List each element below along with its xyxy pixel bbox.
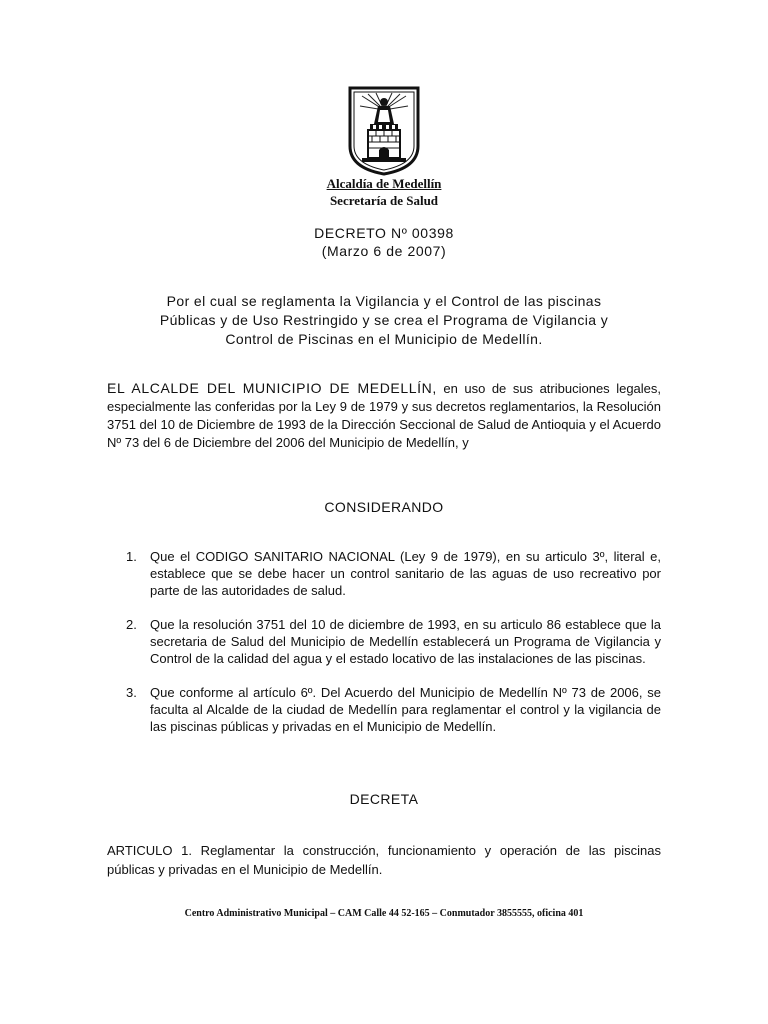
- agency-name: Alcaldía de Medellín: [326, 176, 442, 191]
- list-item-text: Que la resolución 3751 del 10 de diciembre de 1993, en su articulo 86 establece que la secretaria de Salud del Municipio de Medellín establecerá un Programa de Vigilancia y Control de la calidad del agua y el estado locativo de las instalaciones de las piscinas.: [150, 617, 661, 666]
- list-item-text: Que el CODIGO SANITARIO NACIONAL (Ley 9 de 1979), en su articulo 3º, literal e, establece que se debe hacer un control sanitario de las aguas de uso recreativo por parte de las autoridades de salud.: [150, 549, 661, 598]
- list-item-number: 1.: [126, 549, 137, 564]
- list-item-text: Que conforme al artículo 6º. Del Acuerdo del Municipio de Medellín Nº 73 de 2006, se faculta al Alcalde de la ciudad de Medellín para reglamentar el control y la vigilancia de las piscinas públicas y privadas en el Municipio de Medellín.: [150, 685, 661, 734]
- considerando-list: [126, 548, 661, 752]
- list-item-number: 3.: [126, 685, 137, 700]
- preamble-paragraph: [107, 379, 661, 452]
- list-item: [126, 616, 661, 667]
- considerando-heading: CONSIDERANDO: [324, 499, 444, 515]
- decree-title: [108, 292, 660, 349]
- footer-address: Centro Administrativo Municipal – CAM Calle 44 52-165 – Conmutador 3855555, oficina 401: [184, 908, 584, 919]
- list-item: [126, 548, 661, 599]
- preamble-body: en uso de sus atribuciones legales, especialmente las conferidas por la Ley 9 de 1979 y sus decretos reglamentarios, la Resolución 3751 del 10 de Diciembre de 1993 de la Dirección Seccional de Salud de Antioquia y el Acuerdo Nº 73 del 6 de Diciembre del 2006 del Municipio de Medellín, y: [107, 381, 662, 450]
- medellin-coat-of-arms-icon: [346, 84, 422, 176]
- decree-title-line: Por el cual se reglamenta la Vigilancia y el Control de las piscinas: [166, 293, 602, 309]
- decreta-heading: DECRETA: [349, 791, 419, 807]
- preamble-lead: EL ALCALDE DEL MUNICIPIO DE MEDELLÍN,: [107, 380, 437, 396]
- list-item-number: 2.: [126, 617, 137, 632]
- decree-number: DECRETO Nº 00398: [314, 225, 454, 241]
- decree-title-line: Control de Piscinas en el Municipio de Medellín.: [225, 331, 543, 347]
- decree-title-line: Públicas y de Uso Restringido y se crea el Programa de Vigilancia y: [159, 312, 609, 328]
- decree-date: (Marzo 6 de 2007): [321, 243, 447, 259]
- list-item: [126, 684, 661, 735]
- article-1-paragraph: ARTICULO 1. Reglamentar la construcción, funcionamiento y operación de las piscinas públicas y privadas en el Municipio de Medellín.: [107, 843, 661, 877]
- department-name: Secretaría de Salud: [329, 193, 439, 208]
